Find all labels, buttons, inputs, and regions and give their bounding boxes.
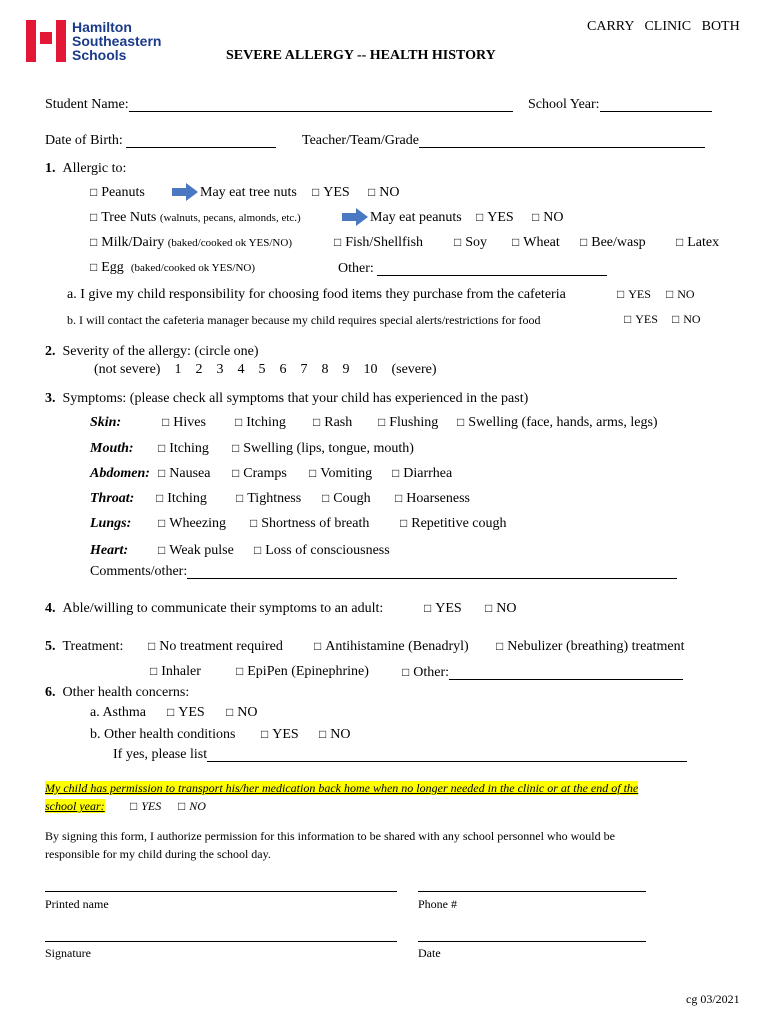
symptom-cough[interactable]: □ Cough [322,491,371,506]
asthma-label: a. Asthma [90,705,146,720]
treatment-nebulizer-checkbox[interactable]: □ Nebulizer (breathing) treatment [496,639,685,654]
symptom-diarrhea[interactable]: □ Diarrhea [392,466,453,481]
printed-name-line[interactable] [45,891,397,892]
peanuts-yes-checkbox[interactable]: □ YES [476,210,514,225]
symptom-skin-itching[interactable]: □ Itching [235,415,286,430]
cafeteria-manager-row: b. I will contact the cafeteria manager because my child requires special alerts/restrictions for food [67,313,541,327]
cafeteria-responsibility-no[interactable]: □ NO [666,287,695,301]
asthma-yes-checkbox[interactable]: □ YES [167,705,205,720]
permission-yes-checkbox[interactable]: □ YES [130,799,162,813]
symptom-throat-itching[interactable]: □ Itching [156,491,207,506]
date-label: Date [418,946,441,960]
peanuts-no-checkbox[interactable]: □ NO [532,210,564,225]
communicate-no-checkbox[interactable]: □ NO [485,601,517,616]
school-year-field[interactable]: School Year: [528,97,712,112]
egg-checkbox[interactable]: □ Egg (baked/cooked ok YES/NO) [90,260,256,275]
consent-line1: By signing this form, I authorize permission for this information to be shared with any school personnel who would be [45,829,615,843]
symptom-shortness-of-breath[interactable]: □ Shortness of breath [250,516,370,531]
q6-heading: 6. Other health concerns: [45,685,190,700]
symptom-rash[interactable]: □ Rash [313,415,353,430]
severity-scale[interactable]: (not severe) 1 2 3 4 5 6 7 8 9 10 (severe) [94,362,437,377]
symptom-mouth-itching[interactable]: □ Itching [158,441,209,456]
communicate-yes-checkbox[interactable]: □ YES [424,601,462,616]
form-title: SEVERE ALLERGY -- HEALTH HISTORY [226,48,496,63]
latex-checkbox[interactable]: □ Latex [676,235,720,250]
symptom-swelling[interactable]: □ Swelling (face, hands, arms, legs) [457,415,658,430]
student-name-field[interactable]: Student Name: [45,97,513,112]
symptom-hoarseness[interactable]: □ Hoarseness [395,491,471,506]
carry-clinic-both-options: CARRY CLINIC BOTH [587,19,740,34]
symptom-loss-of-consciousness[interactable]: □ Loss of consciousness [254,543,390,558]
symptom-nausea[interactable]: □ Nausea [158,466,211,481]
soy-checkbox[interactable]: □ Soy [454,235,488,250]
throat-label: Throat: [90,491,135,506]
signature-label: Signature [45,946,91,960]
school-logo-text: Hamilton Southeastern Schools [72,19,162,63]
teacher-team-grade-field[interactable]: Teacher/Team/Grade [302,133,705,148]
milk-dairy-checkbox[interactable]: □ Milk/Dairy (baked/cooked ok YES/NO) [90,235,292,250]
skin-label: Skin: [90,415,122,430]
symptom-cramps[interactable]: □ Cramps [232,466,287,481]
date-of-birth-field[interactable]: Date of Birth: [45,133,276,148]
symptom-repetitive-cough[interactable]: □ Repetitive cough [400,516,507,531]
fish-shellfish-checkbox[interactable]: □ Fish/Shellfish [334,235,424,250]
treatment-inhaler-checkbox[interactable]: □ Inhaler [150,664,201,679]
heart-label: Heart: [90,543,129,558]
medication-permission-line1: My child has permission to transport his/her medication back home when no longer needed in the clinic or at the end of the [45,781,639,795]
q1-heading: 1. Allergic to: [45,161,127,176]
printed-name-label: Printed name [45,897,109,911]
arrow-right-icon [342,208,368,226]
tree-nuts-checkbox[interactable]: □ Tree Nuts (walnuts, pecans, almonds, etc.) [90,210,301,225]
peanuts-checkbox[interactable]: □ Peanuts [90,185,145,200]
symptom-mouth-swelling[interactable]: □ Swelling (lips, tongue, mouth) [232,441,414,456]
may-eat-peanuts: May eat peanuts [370,210,462,225]
bee-wasp-checkbox[interactable]: □ Bee/wasp [580,235,646,250]
signature-line[interactable] [45,941,397,942]
treatment-none-checkbox[interactable]: □ No treatment required [148,639,283,654]
consent-line2: responsible for my child during the school day. [45,847,271,861]
cafeteria-manager-no[interactable]: □ NO [672,312,701,326]
other-conditions-list-field[interactable]: If yes, please list [113,747,687,762]
symptom-hives[interactable]: □ Hives [162,415,206,430]
other-conditions-yes-checkbox[interactable]: □ YES [261,727,299,742]
medication-permission-line2: school year: [45,799,105,813]
mouth-label: Mouth: [90,441,134,456]
tree-nuts-yes-checkbox[interactable]: □ YES [312,185,350,200]
q3-heading: 3. Symptoms: (please check all symptoms that your child has experienced in the past) [45,391,529,406]
cafeteria-responsibility-row: a. I give my child responsibility for choosing food items they purchase from the cafeteria [67,287,566,302]
symptom-flushing[interactable]: □ Flushing [378,415,439,430]
cafeteria-manager-yes[interactable]: □ YES [624,312,658,326]
other-conditions-no-checkbox[interactable]: □ NO [319,727,351,742]
school-logo-mark [26,20,66,62]
treatment-antihistamine-checkbox[interactable]: □ Antihistamine (Benadryl) [314,639,469,654]
may-eat-tree-nuts: May eat tree nuts [200,185,297,200]
symptom-vomiting[interactable]: □ Vomiting [309,466,373,481]
comments-other-field[interactable]: Comments/other: [90,564,677,579]
date-line[interactable] [418,941,646,942]
tree-nuts-no-checkbox[interactable]: □ NO [368,185,400,200]
checkbox-icon: □ [90,185,98,199]
treatment-epipen-checkbox[interactable]: □ EpiPen (Epinephrine) [236,664,369,679]
symptom-wheezing[interactable]: □ Wheezing [158,516,226,531]
symptom-weak-pulse[interactable]: □ Weak pulse [158,543,234,558]
wheat-checkbox[interactable]: □ Wheat [512,235,560,250]
allergy-other-field[interactable]: Other: [338,261,607,276]
permission-no-checkbox[interactable]: □ NO [178,799,206,813]
lungs-label: Lungs: [90,516,132,531]
treatment-other-field[interactable]: □ Other: [402,665,683,680]
cafeteria-responsibility-yes[interactable]: □ YES [617,287,651,301]
other-conditions-label: b. Other health conditions [90,727,236,742]
phone-line[interactable] [418,891,646,892]
arrow-right-icon [172,183,198,201]
q2-heading: 2. Severity of the allergy: (circle one) [45,344,259,359]
phone-label: Phone # [418,897,457,911]
form-revision-footer: cg 03/2021 [686,992,740,1006]
asthma-no-checkbox[interactable]: □ NO [226,705,258,720]
abdomen-label: Abdomen: [90,466,150,481]
symptom-tightness[interactable]: □ Tightness [236,491,302,506]
q5-heading: 5. Treatment: [45,639,124,654]
q4-heading: 4. Able/willing to communicate their symptoms to an adult: [45,601,384,616]
